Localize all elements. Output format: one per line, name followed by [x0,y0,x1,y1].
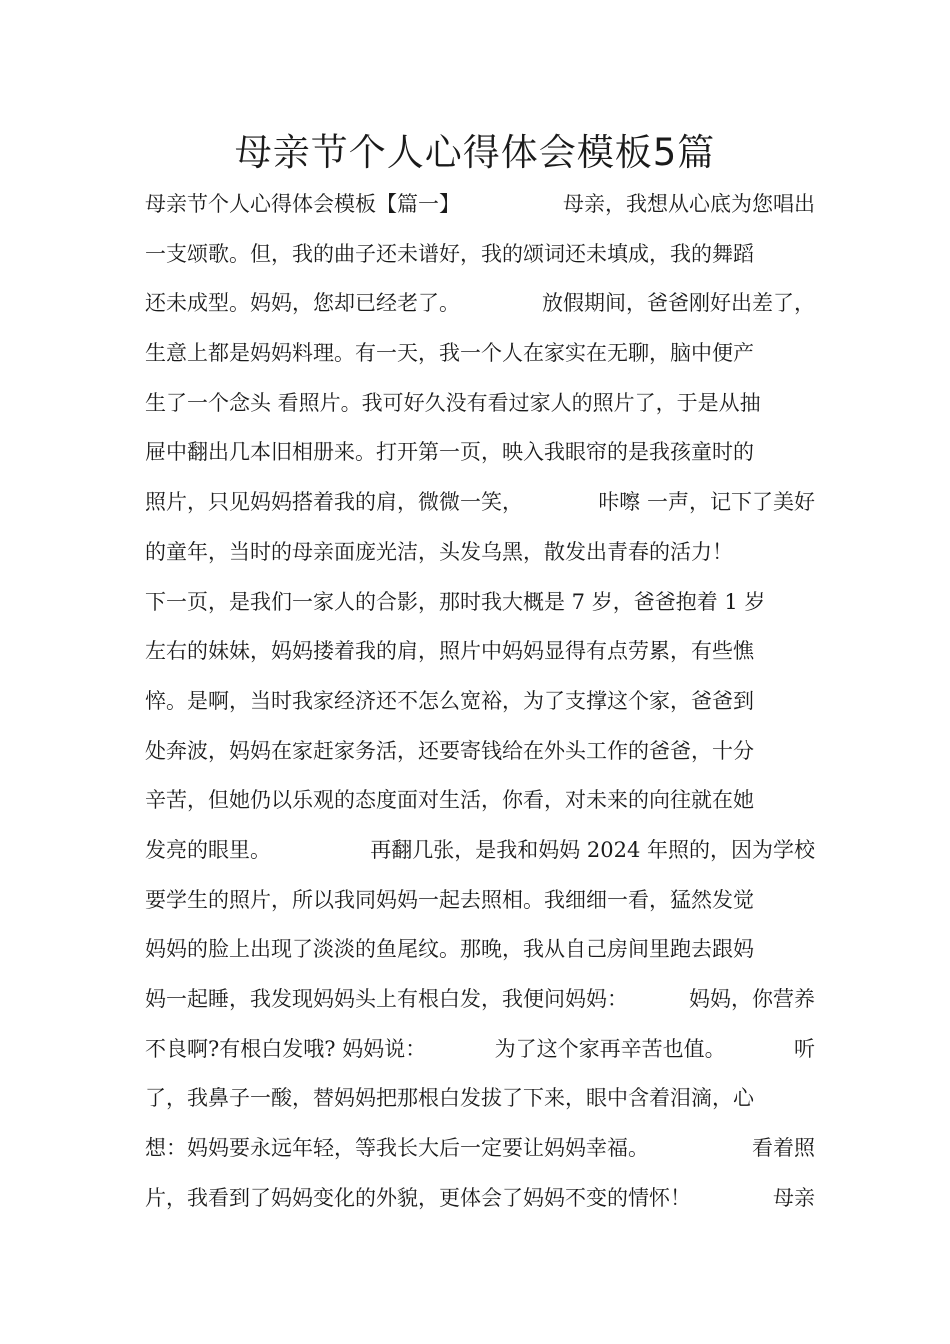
text-line [145,1124,815,1174]
text-segment: 要学生的照片，所以我同妈妈一起去照相。我细细一看，猛然发觉 [145,887,754,912]
text-line [145,1074,815,1124]
text-segment: 照片，只见妈妈搭着我的肩，微微一笑， [145,490,523,515]
text-segment: 母亲 [773,1185,815,1210]
text-line [145,428,815,478]
text-line [145,578,815,628]
text-line [145,876,815,926]
text-segment: 屉中翻出几本旧相册来。打开第一页，映入我眼帘的是我孩童时的 [145,440,754,465]
text-segment: 还未成型。妈妈，您却已经老了。 [145,291,460,316]
text-segment: 妈一起睡，我发现妈妈头上有根白发，我便问妈妈： [145,987,628,1011]
text-segment: 咔嚓 一声，记下了美好 [598,490,815,515]
text-segment: 再翻几张，是我和妈妈 2024 年照的，因为学校 [370,837,815,862]
text-line [145,180,815,230]
text-segment: 母亲，我想从心底为您唱出 [563,192,815,216]
text-segment: 妈妈的脸上出现了淡淡的鱼尾纹。那晚，我从自己房间里跑去跟妈 [145,937,754,962]
text-segment: 处奔波，妈妈在家赶家务活，还要寄钱给在外头工作的爸爸，十分 [145,738,754,763]
text-segment: 看着照 [752,1136,815,1161]
text-segment: 母亲节个人心得体会模板【篇一】 [145,192,460,216]
text-line [145,975,815,1025]
text-segment: 发亮的眼里。 [145,837,271,862]
text-line [145,727,815,777]
text-line [145,1025,815,1075]
text-line [145,925,815,975]
text-line [145,279,815,329]
text-line [145,329,815,379]
text-segment: 想：妈妈要永远年轻，等我长大后一定要让妈妈幸福。 [145,1136,649,1161]
text-segment: 的童年，当时的母亲面庞光洁，头发乌黑，散发出青春的活力！ [145,539,733,564]
text-segment: 听 [793,1036,815,1061]
text-segment: 片，我看到了妈妈变化的外貌，更体会了妈妈不变的情怀！ [145,1185,691,1210]
text-segment: 放假期间，爸爸刚好出差了， [542,291,815,316]
text-line [145,776,815,826]
text-line [145,627,815,677]
text-segment: 为了这个家再辛苦也值。 [494,1036,726,1061]
text-line [145,1174,815,1224]
text-segment: 下一页，是我们一家人的合影，那时我大概是 7 岁，爸爸抱着 1 岁 [145,589,766,614]
text-line [145,677,815,727]
text-line [145,379,815,429]
text-segment: 一支颂歌。但，我的曲子还未谱好，我的颂词还未填成，我的舞蹈 [145,241,754,266]
document-body [145,180,815,1223]
text-segment: 不良啊?有根白发哦? 妈妈说： [145,1036,427,1061]
text-segment: 生了一个念头 看照片。我可好久没有看过家人的照片了，于是从抽 [145,390,761,415]
text-line [145,478,815,528]
text-segment: 悴。是啊，当时我家经济还不怎么宽裕，为了支撑这个家，爸爸到 [145,688,754,713]
text-segment: 生意上都是妈妈料理。有一天，我一个人在家实在无聊，脑中便产 [145,341,754,366]
text-segment: 了，我鼻子一酸，替妈妈把那根白发拔了下来，眼中含着泪滴，心 [145,1086,754,1111]
text-line [145,826,815,876]
text-segment: 辛苦，但她仍以乐观的态度面对生活，你看，对未来的向往就在她 [145,788,754,813]
page-title: 母亲节个人心得体会模板5篇 [234,131,716,174]
text-segment: 左右的妹妹，妈妈搂着我的肩，照片中妈妈显得有点劳累，有些憔 [145,639,754,664]
text-line [145,230,815,280]
text-segment: 妈妈，你营养 [689,987,815,1011]
text-line [145,528,815,578]
